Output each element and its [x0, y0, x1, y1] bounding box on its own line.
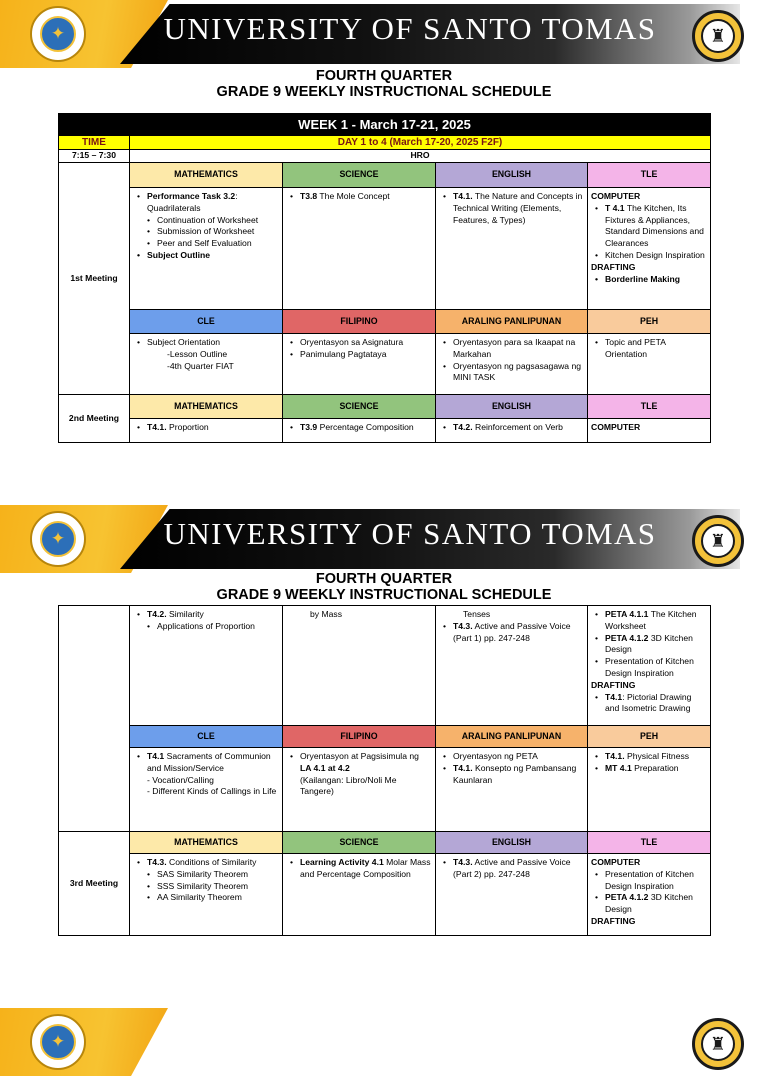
- week-header: WEEK 1 - March 17-21, 2025: [59, 114, 711, 136]
- schedule-heading-2: [0, 571, 768, 603]
- hro-label: HRO: [130, 150, 711, 163]
- ust-seal-left-icon: ✦: [30, 6, 86, 62]
- ust-seal-left-icon-3: ✦: [30, 1014, 86, 1070]
- subject-header-tle-2: TLE: [588, 395, 711, 419]
- subject-header-tle: TLE: [588, 163, 711, 188]
- m2-science-cell: • T3.9 Percentage Composition: [283, 419, 436, 443]
- subject-header-math: MATHEMATICS: [130, 163, 283, 188]
- subject-header-peh: PEH: [588, 310, 711, 334]
- heading-quarter: FOURTH QUARTER: [315, 68, 453, 84]
- university-banner: [0, 0, 768, 68]
- meeting-1-label: 1st Meeting: [59, 163, 130, 395]
- m2-math-cell: • T4.1. Proportion: [130, 419, 283, 443]
- subject-header-math-2: MATHEMATICS: [130, 395, 283, 419]
- ust-seal-right-icon: ♜: [692, 10, 744, 62]
- m3-math-cell: • T4.3. Conditions of Similarity • SAS Similarity Theorem • SSS Similarity Theorem • AA Similarity Theorem: [130, 854, 283, 936]
- p2-ap-cell: • Oryentasyon ng PETA • T4.1. Konsepto ng Pambansang Kaunlaran: [436, 748, 588, 832]
- subject-header-filipino-p2: FILIPINO: [283, 726, 436, 748]
- subject-header-science-3: SCIENCE: [283, 832, 436, 854]
- cont-english-cell: Tenses • T4.3. Active and Passive Voice (Part 1) pp. 247-248: [436, 606, 588, 726]
- subject-header-filipino: FILIPINO: [283, 310, 436, 334]
- m1-peh-cell: • Topic and PETA Orientation: [588, 334, 711, 395]
- m2-english-cell: • T4.2. Reinforcement on Verb: [436, 419, 588, 443]
- subject-header-science: SCIENCE: [283, 163, 436, 188]
- cont-tle-cell: • PETA 4.1.1 The Kitchen Worksheet • PETA 4.1.2 3D Kitchen Design • Presentation of Kitchen Design Inspiration DRAFTING • T4.1: Pictorial Drawing and Isometric Drawing: [588, 606, 711, 726]
- cont-science-cell: by Mass: [283, 606, 436, 726]
- university-banner-3: [0, 1008, 768, 1054]
- m1-math-cell: • Performance Task 3.2: Quadrilaterals • Continuation of Worksheet • Submission of Worksheet • Peer and Self Evaluation • Subject Outline: [130, 188, 283, 310]
- ust-seal-right-icon-2: ♜: [692, 515, 744, 567]
- heading-title-2: GRADE 9 WEEKLY INSTRUCTIONAL SCHEDULE: [216, 587, 552, 603]
- subject-header-ap-p2: ARALING PANLIPUNAN: [436, 726, 588, 748]
- hro-time: 7:15 – 7:30: [59, 150, 130, 163]
- m2-tle-cell: COMPUTER: [588, 419, 711, 443]
- m3-tle-cell: COMPUTER • Presentation of Kitchen Design Inspiration • PETA 4.1.2 3D Kitchen Design DRAFTING: [588, 854, 711, 936]
- banner-title-2: UNIVERSITY OF SANTO TOMAS: [163, 516, 657, 551]
- m1-science-cell: • T3.8 The Mole Concept: [283, 188, 436, 310]
- m1-filipino-cell: • Oryentasyon sa Asignatura • Panimulang Pagtataya: [283, 334, 436, 395]
- subject-header-english-2: ENGLISH: [436, 395, 588, 419]
- cont-math-cell: • T4.2. Similarity • Applications of Proportion: [130, 606, 283, 726]
- banner-title: UNIVERSITY OF SANTO TOMAS: [163, 11, 657, 46]
- subject-header-peh-p2: PEH: [588, 726, 711, 748]
- ust-seal-right-icon-3: ♜: [692, 1018, 744, 1070]
- heading-title: GRADE 9 WEEKLY INSTRUCTIONAL SCHEDULE: [216, 84, 552, 100]
- time-header: TIME: [59, 136, 130, 150]
- meeting-3-label: 3rd Meeting: [59, 832, 130, 936]
- subject-header-ap: ARALING PANLIPUNAN: [436, 310, 588, 334]
- p2-cle-cell: • T4.1 Sacraments of Communion and Mission/Service - Vocation/Calling - Different Kinds of Callings in Life: [130, 748, 283, 832]
- meeting-2-label: 2nd Meeting: [59, 395, 130, 443]
- subject-header-science-2: SCIENCE: [283, 395, 436, 419]
- day-header: DAY 1 to 4 (March 17-20, 2025 F2F): [130, 136, 711, 150]
- heading-quarter-2: FOURTH QUARTER: [315, 571, 453, 587]
- m1-tle-cell: COMPUTER • T 4.1 The Kitchen, Its Fixtures & Appliances, Standard Dimensions and Clearances • Kitchen Design Inspiration DRAFTING • Borderline Making: [588, 188, 711, 310]
- m3-english-cell: • T4.3. Active and Passive Voice (Part 2) pp. 247-248: [436, 854, 588, 936]
- subject-header-english: ENGLISH: [436, 163, 588, 188]
- subject-header-cle: CLE: [130, 310, 283, 334]
- subject-header-tle-3: TLE: [588, 832, 711, 854]
- m3-science-cell: • Learning Activity 4.1 Molar Mass and Percentage Composition: [283, 854, 436, 936]
- continued-meeting-label: [59, 606, 130, 832]
- m1-english-cell: • T4.1. The Nature and Concepts in Technical Writing (Elements, Features, & Types): [436, 188, 588, 310]
- ust-seal-left-icon-2: ✦: [30, 511, 86, 567]
- subject-header-math-3: MATHEMATICS: [130, 832, 283, 854]
- schedule-heading: [0, 68, 768, 100]
- university-banner-2: [0, 505, 768, 573]
- p2-filipino-cell: • Oryentasyon at Pagsisimula ng LA 4.1 at 4.2 (Kailangan: Libro/Noli Me Tangere): [283, 748, 436, 832]
- m1-ap-cell: • Oryentasyon para sa Ikaapat na Markahan • Oryentasyon ng pagsasagawa ng MINI TASK: [436, 334, 588, 395]
- m1-cle-cell: • Subject Orientation -Lesson Outline -4th Quarter FIAT: [130, 334, 283, 395]
- subject-header-cle-p2: CLE: [130, 726, 283, 748]
- p2-peh-cell: • T4.1. Physical Fitness • MT 4.1 Preparation: [588, 748, 711, 832]
- schedule-table-page2: [58, 605, 711, 936]
- schedule-table-page1: [58, 113, 711, 443]
- subject-header-english-3: ENGLISH: [436, 832, 588, 854]
